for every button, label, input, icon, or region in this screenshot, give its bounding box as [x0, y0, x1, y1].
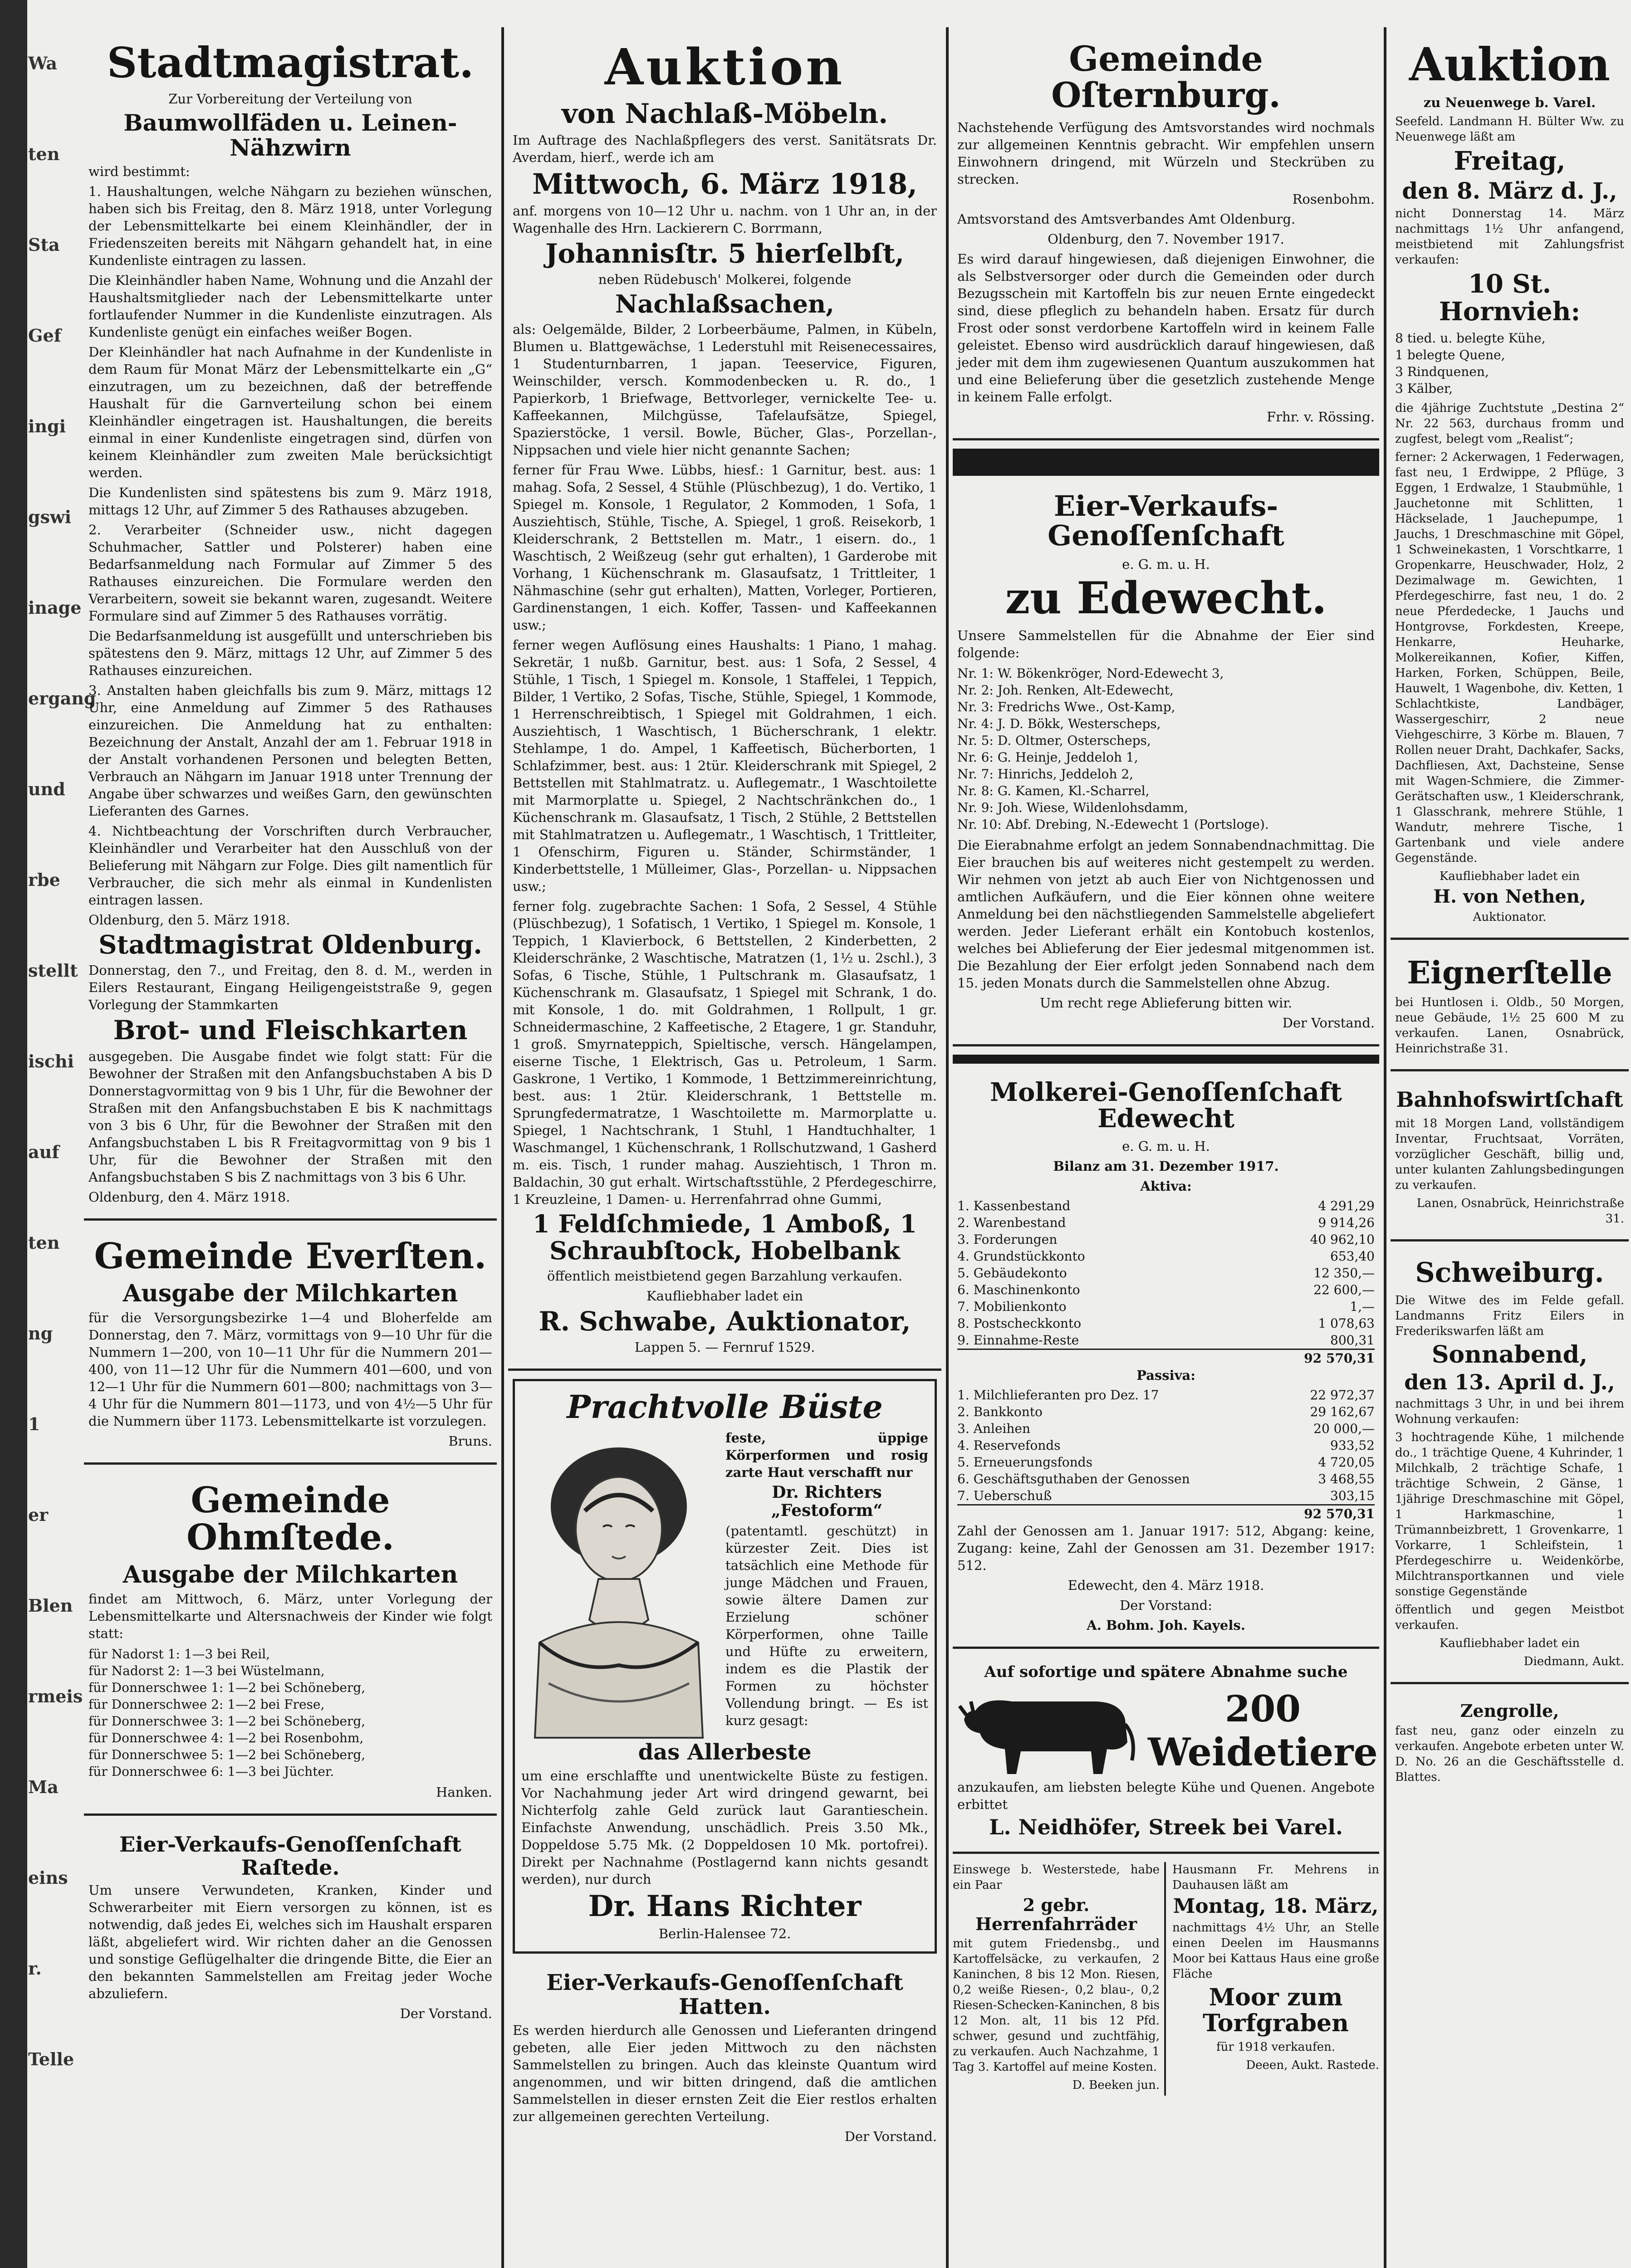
- row-label: 7. Ueberschuß: [957, 1488, 1052, 1504]
- rastede-notice: [84, 1824, 497, 2035]
- ferner-list: ferner: 2 Ackerwagen, 1 Federwagen, fast neu, 1 Erdwippe, 2 Pflüge, 3 Eggen, 1 Erdwalze, 1 Staubmühle, 1 Jauchetonne mit Schlitten, 1 Häckselade, 1 Jauchepumpe, 1 Jauchs, 1 Dreschmaschine mit Göpel, 1 Schweinekasten, 1 Vorschtkarre, 1 Gropenkarre, Heuschwader, Holz, 2 Dezimalwage m. Gewichten, 1 Pferdegeschirre, fast neu, 1 do. 2 neue Pferdedecke, 1 Jauchs und Hontgrovse, Forkdesten, Kreepe, Henkarre, Heuharke, Molkereikannen, Kofier, Kiffen, Harken, Forken, Schüppen, Beile, Hauwelt, 1 Wagenbohe, div. Ketten, 1 Schlachtkiste, Landbäger, Wassergeschirr, 2 neue Viehgeschirre, 3 Körbe m. Blauen, 7 Rollen neuer Draht, Dachkafer, Sacks, Dachfliesen, Axt, Dachsteine, Sense mit Wagen-Schmiere, die Zimmer- Gerätschaften usw., 1 Kleiderschrank, 1 Glasschrank, mehrere Stühle, 1 Wandutr, mehrere Tische, 1 Gartenbank und viele andere Gegenstände.: [1395, 450, 1624, 865]
- list-item: Nr. 10: Abf. Drebing, N.-Edewecht 1 (Portsloge).: [957, 816, 1269, 832]
- edge-fragment: rbe: [28, 870, 60, 890]
- total-row: [957, 1504, 1375, 1522]
- weidetiere-banner: [957, 1683, 1378, 1779]
- schweiburg-body: Die Witwe des im Felde gefall. Landmanns Fritz Eilers in Frederikswarfen läßt am: [1395, 1294, 1624, 1339]
- weidetiere-text: [1148, 1686, 1378, 1776]
- hatten-notice: [508, 1962, 941, 2158]
- table-row: [957, 1298, 1375, 1315]
- list-item: Nr. 9: Joh. Wiese, Wildenlohsdamm,: [957, 800, 1188, 815]
- aktiva-table: [957, 1198, 1375, 1367]
- torf-ad: [1172, 1862, 1379, 2096]
- schweiburg-sign: Diedmann, Aukt.: [1523, 1655, 1624, 1669]
- neuenwege-title: Auktion: [1409, 38, 1611, 91]
- notice-subtitle: Zur Vorbereitung der Verteilung von: [168, 91, 412, 107]
- schweiburg-date: Sonnabend,: [1431, 1341, 1588, 1369]
- bahnhof-body: mit 18 Morgen Land, vollständigem Inventar, Fruchtsaat, Vorräten, vorzüglicher Geschäft, billig und, unter kulanten Zahlungsbedingungen zu verkaufen.: [1395, 1117, 1624, 1193]
- molkerei-sub: e. G. m. u. H.: [1122, 1139, 1210, 1154]
- ohmstede-notice: [84, 1473, 497, 1816]
- notice-paragraph: 4. Nichtbeachtung der Vorschriften durch Verbraucher, Kleinhändler und Verarbeiter hat den Ausschluß von der Belieferung mit Nähgarn zur Folge. Dies gilt namentlich für Verbraucher, die sich mehr als einmal in Kundenlisten eintragen lassen.: [88, 823, 492, 908]
- auktion-subtitle: von Nachlaß-Möbeln.: [561, 98, 888, 130]
- row-value: 9 914,26: [1318, 1215, 1375, 1231]
- row-value: 3 468,55: [1318, 1471, 1375, 1487]
- row-label: 2. Bankkonto: [957, 1404, 1043, 1420]
- ad-text: (patentamtl. geschützt) in kürzester Zeit. Dies ist tatsächlich eine Methode für junge Mädchen und Frauen, sowie ältere Damen zur Erzielung schöner Körperformen, ohne Taille und Hüfte zu erweitern, indem es die Plastik der Formen zu höchster Vollendung bringt. — Es ist kurz gesagt:: [725, 1523, 928, 1729]
- schweiburg-close: öffentlich und gegen Meistbot verkaufen.: [1395, 1603, 1624, 1633]
- weidetiere-name: L. Neidhöfer, Streek bei Varel.: [989, 1815, 1343, 1840]
- row-value: 12 350,—: [1313, 1266, 1375, 1281]
- edge-fragment: er: [28, 1505, 49, 1525]
- ohmstede-list: [88, 1646, 492, 1780]
- list-item: für Donnerschwee 2: 1—2 bei Frese,: [88, 1697, 325, 1712]
- ad-content: [521, 1429, 928, 1738]
- molkerei-note: Zahl der Genossen am 1. Januar 1917: 512, Abgang: keine, Zugang: keine, Zahl der Genossen am 31. Dezember 1917: 512.: [957, 1523, 1375, 1574]
- edge-fragment: Ma: [28, 1777, 59, 1797]
- column-2: [508, 32, 941, 2268]
- auktion-headline: Nachlaßsachen,: [615, 289, 834, 319]
- schweiburg-date2: den 13. April d. J.,: [1404, 1369, 1615, 1394]
- eignerstelle-ad: [1391, 948, 1629, 1071]
- table-row: [957, 1471, 1375, 1487]
- ohmstede-sign: Hanken.: [436, 1784, 492, 1800]
- auktion-address: Johannisſtr. 5 hierſelbſt,: [545, 238, 904, 269]
- table-row: [957, 1248, 1375, 1265]
- list-item: für Donnerschwee 1: 1—2 bei Schöneberg,: [88, 1680, 366, 1696]
- everſten-notice: [84, 1229, 497, 1465]
- ad-sender: Dr. Hans Richter: [588, 1889, 862, 1923]
- row-label: 1. Kassenbestand: [957, 1198, 1071, 1214]
- bahnhof-sign: Lanen, Osnabrück, Heinrichstraße 31.: [1416, 1197, 1624, 1226]
- passiva-table: [957, 1387, 1375, 1522]
- notice-paragraph: 2. Verarbeiter (Schneider usw., nicht dagegen Schuhmacher, Sattler und Polsterer) haben eine Bedarfsanmeldung nach Formular auf Zimmer 5 des Rathauses einzureichen. Die Formulare werden den Verarbeitern, soweit sie bekannt waren, zugesandt. Weitere Formulare sind auf Zimmer 5 des Rathauses vorrätig.: [88, 522, 492, 624]
- table-row: [957, 1198, 1375, 1214]
- auktion-close: öffentlich meistbietend gegen Barzahlung verkaufen.: [547, 1268, 903, 1284]
- torf-intro: Hausmann Fr. Mehrens in Dauhausen läßt am: [1172, 1862, 1379, 1892]
- list-item: 3 Kälber,: [1395, 381, 1453, 396]
- woman-portrait-illustration: [521, 1429, 716, 1738]
- auktion-list: als: Oelgemälde, Bilder, 2 Lorbeerbäume, Palmen, in Kübeln, Blumen u. Blattgewächse, 1 Lederstuhl mit Reisenecessaires, 1 Studenturnbarren, 1 japan. Teeservice, Figuren, Weinschilder, versch. Kommodenbecken u. R. do., 1 Papierkorb, 1 Briefwage, Bettvorleger, vernickelte Tee- u. Kaffeekannen, Milchgüsse, Tafelaufsätze, Spiegel, Spazierstöcke, 1 versil. Bowle, Bücher, Glas-, Porzellan-, Nippsachen und viele hier nicht genannte Sachen;: [513, 321, 937, 458]
- edge-fragment: r.: [28, 1958, 42, 1979]
- table-row: [957, 1231, 1375, 1248]
- row-value: 22 972,37: [1310, 1388, 1375, 1403]
- aktiva-header: Aktiva:: [1140, 1178, 1192, 1194]
- schweiburg-hint: Kaufliebhaber ladet ein: [1439, 1637, 1580, 1651]
- table-row: [957, 1487, 1375, 1504]
- table-row: [957, 1454, 1375, 1471]
- osternburg-body: Es wird darauf hingewiesen, daß diejenigen Einwohner, die als Selbstversorger oder durch die Gemeinden oder durch Bezugsschein mit Kartoffeln bis zur neuen Ernte eingedeckt sind, diese pfleglich zu behandeln haben. Ersatz für durch Frost oder sonst verdorbene Kartoffeln wird in keinem Falle geleistet. Ebenso wird ausdrücklich darauf hingewiesen, daß jeder mit dem ihm zugewiesenen Quantum auszukommen hat und eine Belieferung über die gesetzlich zustehende Menge in keinem Falle erfolgt.: [957, 251, 1375, 405]
- row-value: 20 000,—: [1313, 1421, 1375, 1437]
- fahrrad-body: mit gutem Friedensbg., und Kartoffelsäcke, zu verkaufen, 2 Kaninchen, 8 bis 12 Mon. Riesen, 0,2 weiße Riesen-, 0,2 blau-, 0,2 Riesen-Schecken-Kaninchen, 8 bis 12 Mon. alt, 11 bis 12 Pfd. schwer, gesund und zuchtfähig, zu verkaufen. Auch Nachzahme, 1 Tag 3. Kartoffel auf meine Kosten.: [953, 1937, 1160, 2074]
- row-value: 1 078,63: [1318, 1316, 1375, 1331]
- edge-fragment: Wa: [28, 53, 57, 73]
- row-value: 800,31: [1330, 1333, 1375, 1348]
- edge-fragment: gswi: [28, 507, 72, 527]
- edewecht-sub: e. G. m. u. H.: [1122, 556, 1210, 572]
- column-rule: [501, 27, 504, 2268]
- everſten-title: Gemeinde Everſten.: [94, 1235, 487, 1277]
- row-value: 22 600,—: [1313, 1282, 1375, 1298]
- torf-sale: für 1918 verkaufen.: [1216, 2040, 1336, 2054]
- row-label: 6. Geschäftsguthaben der Genossen: [957, 1471, 1190, 1487]
- left-page-edge: [0, 0, 27, 2268]
- total-value: 92 570,31: [1304, 1506, 1375, 1522]
- edewecht-eier-notice: [953, 482, 1379, 1046]
- osternburg-notice: [953, 32, 1379, 440]
- list-item: 1 belegte Quene,: [1395, 347, 1505, 362]
- passiva-header: Passiva:: [1136, 1368, 1195, 1383]
- fahrrad-ad: [953, 1862, 1166, 2096]
- edge-fragment: ischi: [28, 1051, 74, 1071]
- row-label: 1. Milchlieferanten pro Dez. 17: [957, 1388, 1159, 1403]
- edewecht-body: Die Eierabnahme erfolgt an jedem Sonnabendnachmittag. Die Eier brauchen bis auf weiteres nicht gestempelt zu werden. Wir nehmen von jetzt ab auch Eier von Nichtgenossen und amtlichen Aufkäufern, und die Eier können ohne weitere Anmeldung bei den nächstliegenden Sammelstelle abgeliefert werden. Jeder Lieferant erhält ein Kontobuch kostenlos, welches bei Ablieferung der Eier jedesmal mitgenommen ist. Die Bezahlung der Eier erfolgt jeden Sonnabend nach dem 15. jeden Monats durch die Sammelstellen ohne Abzug.: [957, 837, 1375, 991]
- rastede-title: Eier-Verkaufs-Genoſſenſchaft Raſtede.: [119, 1832, 461, 1880]
- edge-fragment: ten: [28, 144, 60, 164]
- brot-intro: Donnerstag, den 7., und Freitag, den 8. d. M., werden in Eilers Restaurant, Eingang Heiligengeiststraße 9, gegen Vorlegung der Stammkarten: [88, 963, 492, 1013]
- edge-fragment: ng: [28, 1323, 53, 1344]
- edewecht-intro: Unsere Sammelstellen für die Abnahme der Eier sind folgende:: [957, 627, 1375, 660]
- auktionator-address: Lappen 5. — Fernruf 1529.: [634, 1339, 815, 1355]
- auktion-list: ferner für Frau Wwe. Lübbs, hiesf.: 1 Garnitur, best. aus: 1 mahag. Sofa, 2 Sessel, 4 Stühle (Plüschbezug), 1 do. Vertiko, 1 Spiegel m. Konsole, 1 Regulator, 2 Kommoden, 1 Sofa, 1 Ausziehtisch, Stühle, Tische, A. Spiegel, 1 groß. Reisekorb, 1 Kleiderschrank, 2 Bettstellen m. Matr., 1 eisern. do., 1 Waschtisch, 2 Weißzeug (sehr gut erhalten), 1 Garderobe mit Vorhang, 1 Küchenschrank m. Glasaufsatz, 1 Trittleiter, 1 Nähmaschine (sehr gut erhalten), Matten, Vorleger, Portieren, Gardinenstangen, 1 eich. Koffer, Tassen- und Kaffeekannen usw.;: [513, 462, 937, 633]
- auktion-address-note: neben Rüdebusch' Molkerei, folgende: [598, 272, 852, 288]
- everſten-body: für die Versorgungsbezirke 1—4 und Bloherfelde am Donnerstag, den 7. März, vormittags von 9—10 Uhr für die Nummern 1—200, von 10—11 Uhr für die Nummern 201—400, von 11—12 Uhr für die Nummern 401—600, und von 12—1 Uhr für die Nummern 601—800; nachmittags von 3—4 Uhr für die Nummern 801—1173, und von 4½—5 Uhr für die Nummern über 1173. Lebensmittelkarte ist vorzulegen.: [88, 1310, 492, 1429]
- eignerstelle-body: bei Huntlosen i. Oldb., 50 Morgen, neue Gebäude, 1½ 25 600 M zu verkaufen. Lanen, Osnabrück, Heinrichstraße 31.: [1395, 996, 1624, 1056]
- notice-paragraph: Die Kundenlisten sind spätestens bis zum 9. März 1918, mittags 12 Uhr, auf Zimmer 5 des Rathauses abzugeben.: [88, 484, 492, 518]
- edge-fragment: auf: [28, 1142, 59, 1162]
- ad-city: Berlin-Halensee 72.: [658, 1926, 791, 1942]
- list-item: Nr. 1: W. Bökenkröger, Nord-Edewecht 3,: [957, 665, 1224, 681]
- neuenwege-intro: Seefeld. Landmann H. Bülter Ww. zu Neuenwege läßt am: [1395, 115, 1624, 144]
- ad-claim: das Allerbeste: [638, 1739, 812, 1765]
- torf-date: Montag, 18. März,: [1173, 1894, 1379, 1918]
- row-label: 3. Forderungen: [957, 1232, 1058, 1247]
- weidetiere-ad: [953, 1657, 1379, 1854]
- auktion-intro: Im Auftrage des Nachlaßpflegers des verst. Sanitätsrats Dr. Averdam, hierf., werde ich am: [513, 132, 937, 165]
- vieh-text: die 4jährige Zuchtstute „Destina 2“ Nr. 22 563, durchaus fromm und zugfest, belegt vom „Realist“;: [1395, 401, 1624, 446]
- small-ads-row: [953, 1862, 1379, 2096]
- row-value: 653,40: [1330, 1249, 1375, 1264]
- weidetiere-big: Weidetiere: [1148, 1729, 1378, 1774]
- total-value: 92 570,31: [1304, 1351, 1375, 1366]
- list-item: Nr. 7: Hinrichs, Jeddeloh 2,: [957, 766, 1134, 782]
- notice-intro: wird bestimmt:: [88, 163, 190, 179]
- neuenwege-big: 10 St. Hornvieh:: [1439, 269, 1581, 327]
- bahnhofswirtschaft-ad: [1391, 1080, 1629, 1242]
- auktion-list: ferner folg. zugebrachte Sachen: 1 Sofa, 2 Sessel, 4 Stühle (Plüschbezug), 1 Sofatisch, 1 Vertiko, 1 Spiegel m. Konsole, 1 Teppich, 1 Klavierbock, 6 Bettstellen, 2 Kinderbetten, 2 Kleiderschränke, 2 Waschtische, Matratzen (1, 1½ u. 2schl.), 3 Sofas, 6 Tische, Stühle, 1 Pultschrank m. Glasaufsatz, 1 Küchenschrank m. Glasaufsatz, 1 Spiegel mit Schrank, 1 do. mit Konsole, 1 do. mit Goldrahmen, 1 Rollpult, 1 gr. Schneidermaschine, 2 Kaffeetische, 2 Etagere, 1 gr. Standuhr, 1 groß. Smyrnateppich, Spieltische, versch. Hängelampen, eiserne Tische, 1 Elektrisch, Gas u. Petroleum, 1 Sarm. Gaskrone, 1 Vertiko, 1 Kommode, 1 Bettzimmereinrichtung, best. aus: 1 2tür. Kleiderschrank, 1 Bettstelle m. Sprungfedermatratze, 1 Waschtoilette m. Marmorplatte u. Spiegel, 1 Nachtschrank, 1 Stuhl, 1 Handtuchhalter, 1 Waschmangel, 1 Küchenschrank, 1 Rollschutzwand, 1 Gasherd m. eis. Tisch, 1 runder mahag. Ausziehtisch, 1 Thron m. Baldachin, 30 gut erhalt. Wirtschaftsstühle, 2 Pferdegeschirre, 1 Kreuzleine, 1 Damen- u. Herrenfahrrad ohne Gummi,: [513, 898, 937, 1207]
- ad-brand: Dr. Richters „Festoform“: [771, 1482, 883, 1520]
- table-row: [957, 1332, 1375, 1349]
- hatten-title: Eier-Verkaufs-Genoſſenſchaft Hatten.: [546, 1970, 903, 2019]
- fahrrad-headline: 2 gebr. Herrenfahrräder: [975, 1894, 1137, 1934]
- molkerei-bilanz: [953, 1070, 1379, 1649]
- column-4: [1391, 32, 1629, 2268]
- edge-fragment: inage: [28, 597, 82, 618]
- total-row: [957, 1349, 1375, 1367]
- amtsvorstand: Amtsvorstand des Amtsverbandes Amt Oldenburg.: [957, 211, 1296, 227]
- weidetiere-number: 200: [1224, 1687, 1301, 1730]
- ad-copy: [725, 1429, 928, 1738]
- list-item: 8 tied. u. belegte Kühe,: [1395, 330, 1546, 346]
- weidetiere-head: Auf sofortige und spätere Abnahme suche: [984, 1663, 1348, 1681]
- notice-paragraph: Der Kleinhändler hat nach Aufnahme in der Kundenliste in dem Raum für Monat März der Lebensmittelkarte ein „G“ einzutragen, um zu bezeichnen, daß der betreffende Haushalt für die Garnverteilung schon bei einem Kleinhändler eingetragen ist. Haushaltungen, die bereits einmal in einer Kundenliste eingetragen sind, dürfen von keinem Kleinhändler zum zweiten Male berücksichtigt werden.: [88, 344, 492, 480]
- notice-title: Stadtmagistrat.: [107, 38, 474, 87]
- edge-fragment: ten: [28, 1232, 60, 1253]
- row-value: 29 162,67: [1310, 1404, 1375, 1420]
- torf-big: Moor zum Torfgraben: [1203, 1984, 1349, 2038]
- list-item: Nr. 5: D. Oltmer, Osterscheps,: [957, 733, 1151, 748]
- fahrrad-sign: D. Beeken jun.: [1072, 2078, 1160, 2092]
- column-rule: [1384, 27, 1386, 2268]
- ad-text: um eine erschlaffte und unentwickelte Büste zu festigen. Vor Nachahmung jeder Art wird dringend gewarnt, bei Nichterfolg zahle Geld zurück laut Garantieschein. Einfachste Anwendung, unschädlich. Preis 3.50 Mk., Doppeldose 5.75 Mk. (2 Doppeldosen 10 Mk. portofrei). Direkt per Nachnahme (Postlagernd kann nichts gesandt werden), nur durch: [521, 1768, 928, 1887]
- row-value: 303,15: [1330, 1488, 1375, 1504]
- neuenwege-date2: den 8. März d. J.,: [1402, 177, 1617, 204]
- edge-fragment: ergang: [28, 688, 96, 709]
- schweiburg-list: 3 hochtragende Kühe, 1 milchende do., 1 trächtige Quene, 4 Kuhrinder, 1 Milchkalb, 2 trächtige Schafe, 1 trächtige Schwein, 2 Gänse, 1 1jährige Dreschmaschine mit Göpel, 1 Harkmaschine, 1 Trümannbeizbrett, 1 Grovenkarre, 1 Vorkarre, 1 Schleifstein, 1 Pferdegeschirre u. Weidenkörbe, Milchtransportkannen und viele sonstige Gegenstände: [1395, 1431, 1624, 1599]
- everſten-sign: Bruns.: [448, 1433, 492, 1449]
- neuenwege-sub: zu Neuenwege b. Varel.: [1423, 95, 1596, 110]
- column-1: [84, 32, 497, 2268]
- list-item: 3 Rindquenen,: [1395, 364, 1489, 379]
- ohmstede-title: Gemeinde Ohmſtede.: [186, 1480, 394, 1558]
- row-label: 2. Warenbestand: [957, 1215, 1066, 1231]
- list-item: Nr. 2: Joh. Renken, Alt-Edewecht,: [957, 682, 1174, 698]
- zengrolle-body: fast neu, ganz oder einzeln zu verkaufen. Angebote erbeten unter W. D. No. 26 an die Geschäftsstelle d. Blattes.: [1395, 1724, 1624, 1784]
- schweiburg-title: Schweiburg.: [1415, 1257, 1604, 1289]
- table-row: [957, 1315, 1375, 1332]
- auktion-date: Mittwoch, 6. März 1918,: [532, 167, 917, 200]
- table-row: [957, 1403, 1375, 1420]
- ohmstede-body: findet am Mittwoch, 6. März, unter Vorlegung der Lebensmittelkarte und Altersnachweis der Kinder wie folgt statt:: [88, 1591, 492, 1642]
- rastede-sign: Der Vorstand.: [400, 2006, 492, 2022]
- black-divider-bar: [953, 1055, 1379, 1064]
- auktion-hint: Kaufliebhaber ladet ein: [646, 1288, 803, 1304]
- edewecht-bitte: Um recht rege Ablieferung bitten wir.: [1039, 995, 1293, 1011]
- edewecht-sign: Der Vorstand.: [1282, 1015, 1375, 1031]
- rastede-body: Um unsere Verwundeten, Kranken, Kinder und Schwerarbeiter mit Eiern versorgen zu können, ist es notwendig, daß jedes Ei, welches sich im Haushalt ersparen läßt, abgeliefert wird. Wir richten daher an die Genossen und sonstige Geflügelhalter die dringende Bitte, die Eier an den bekannten Sammelstellen am Freitag jeder Woche abzuliefern.: [88, 1882, 492, 2002]
- row-label: 7. Mobilienkonto: [957, 1299, 1067, 1315]
- edge-fragment: 1: [28, 1414, 40, 1434]
- row-label: 5. Erneuerungsfonds: [957, 1455, 1092, 1470]
- edge-fragment: Gef: [28, 325, 61, 346]
- list-item: für Donnerschwee 6: 1—3 bei Jüchter.: [88, 1764, 334, 1779]
- edewecht-title: Eier-Verkaufs-Genoſſenſchaft: [1048, 489, 1284, 552]
- molkerei-names: A. Bohm. Joh. Kayels.: [1087, 1618, 1245, 1633]
- auktion-list: ferner wegen Auflösung eines Haushalts: 1 Piano, 1 mahag. Sekretär, 1 nußb. Garnitur, best. aus: 1 Sofa, 2 Sessel, 4 Stühle, 1 Tisch, 1 Spiegel m. Konsole, 1 Staffelei, 1 Teppich, Bilder, 1 Vertiko, 2 Sofas, Tische, Stühle, Spiegel, 1 Kommode, 1 Herrenschreibtisch, 1 Spiegel mit Goldrahmen, 1 eich. Ausziehtisch, 1 Waschtisch, 1 Bücherschrank, 1 elektr. Stehlampe, 1 do. Ampel, 1 Kaffeetisch, Bücherborten, 1 Schlafzimmer, best. aus: 1 2tür. Kleiderschrank mit Spiegel, 2 Bettstellen mit Stahlmatratz. u. Auflegematr., 1 Waschtoilette mit Marmorplatte u. Spiegel, 2 Nachtschränkchen do., 1 Küchenschrank m. Glasaufsatz, 1 Tisch, 2 Stühle, 2 Bettstellen mit Stahlmatratzen u. Auflegematr., 1 Waschtisch, 1 Trittleiter, 1 Ofenschirm, Figuren u. Ständer, Schirmständer, 1 Kinderbettstelle, 1 Mülleimer, Glas-, Porzellan- u. Nippsachen usw.;: [513, 637, 937, 894]
- cow-icon: [957, 1683, 1139, 1779]
- notice-date: Oldenburg, den 5. März 1918.: [88, 912, 290, 928]
- edge-fragment: rmeis: [28, 1686, 83, 1706]
- notice-paragraph: 1. Haushaltungen, welche Nähgarn zu beziehen wünschen, haben sich bis Freitag, den 8. März 1918, unter Vorlegung der Lebensmittelkarte bei einem Kleinhändler, der in Friedenszeiten bereits mit Nähgarn gehandelt hat, in eine Kundenliste eintragen zu lassen.: [88, 183, 492, 268]
- list-item: für Nadorst 1: 1—3 bei Reil,: [88, 1647, 270, 1662]
- black-divider-bar: [953, 449, 1379, 476]
- eignerstelle-title: Eignerſtelle: [1407, 954, 1612, 991]
- weidetiere-body: anzukaufen, am liebsten belegte Kühe und Quenen. Angebote erbittet: [957, 1779, 1375, 1813]
- hatten-body: Es werden hierdurch alle Genossen und Lieferanten dringend gebeten, alle Eier jeden Mittwoch zu den nächsten Sammelstellen zu bringen. Auch das kleinste Quantum wird angenommen, und wir bitten dringend, daß die amtlichen Sammelstellen in dieser ernsten Zeit die Eier restlos erhalten zur allgemeinen gerechten Verteilung.: [513, 2022, 937, 2124]
- fahrrad-intro: Einswege b. Westerstede, habe ein Paar: [953, 1862, 1160, 1892]
- osternburg-intro: Nachstehende Verfügung des Amtsvorstandes wird nochmals zur allgemeinen Kenntnis gebracht. Wir empfehlen unsern Einwohnern dringend, mit Würzeln und Steckrüben zu strecken.: [957, 119, 1375, 187]
- list-item: für Nadorst 2: 1—3 bei Wüstelmann,: [88, 1663, 325, 1679]
- row-value: 933,52: [1330, 1438, 1375, 1453]
- auktion-time: anf. morgens von 10—12 Uhr u. nachm. von 1 Uhr an, in der Wagenhalle des Hrn. Lackierern C. Borrmann,: [513, 203, 937, 236]
- left-edge-text: [28, 18, 96, 2268]
- molkerei-title: Molkerei-Genoſſenſchaft Edewecht: [990, 1077, 1342, 1134]
- notice-paragraph: Die Bedarfsanmeldung ist ausgefüllt und unterschrieben bis spätestens den 9. März, mittags 12 Uhr, auf Zimmer 5 des Rathauses einzureichen.: [88, 628, 492, 678]
- auktion-nachlass: [508, 32, 941, 1371]
- list-item: Nr. 6: G. Heinje, Jeddeloh 1,: [957, 749, 1138, 765]
- brot-body: ausgegeben. Die Ausgabe findet wie folgt statt: Für die Bewohner der Straßen mit den Anfangsbuchstaben A bis D Donnerstagvormittag von 9 bis 1 Uhr, für die Bewohner der Straßen mit den Anfangsbuchstaben E bis K nachmittags von 3 bis 6 Uhr, für die Bewohner der Straßen mit den Anfangsbuchstaben L bis R Freitagvormittag von 9 bis 1 Uhr, für die Bewohner der Straßen mit den Anfangsbuchstaben S bis Z nachmittags von 3 bis 6 Uhr.: [88, 1048, 492, 1185]
- bilanz-title: Bilanz am 31. Dezember 1917.: [1053, 1158, 1279, 1174]
- row-label: 3. Anleihen: [957, 1421, 1030, 1437]
- table-row: [957, 1214, 1375, 1231]
- row-value: 40 962,10: [1310, 1232, 1375, 1247]
- hatten-sign: Der Vorstand.: [844, 2128, 937, 2144]
- table-row: [957, 1281, 1375, 1298]
- table-row: [957, 1387, 1375, 1403]
- zengrolle-title: Zengrolle,: [1460, 1701, 1559, 1721]
- table-row: [957, 1437, 1375, 1454]
- everſten-subtitle: Ausgabe der Milchkarten: [122, 1279, 458, 1307]
- torf-sign: Deeen, Aukt. Rastede.: [1246, 2058, 1379, 2072]
- row-value: 4 720,05: [1318, 1455, 1375, 1470]
- stadtmagistrat-notice: [84, 32, 497, 1221]
- osternburg-title: Gemeinde Oſternburg.: [1051, 39, 1281, 115]
- bahnhof-title: Bahnhofswirtſchaft: [1396, 1087, 1623, 1112]
- vieh-list: [1395, 330, 1624, 397]
- edewecht-big: zu Edewecht.: [1005, 572, 1327, 624]
- table-row: [957, 1265, 1375, 1281]
- edge-fragment: Telle: [28, 2049, 74, 2069]
- row-label: 8. Postscheckkonto: [957, 1316, 1082, 1331]
- zengrolle-ad: [1391, 1692, 1629, 1798]
- torf-body: nachmittags 4½ Uhr, an Stelle einen Deelen im Hausmanns Moor bei Kattaus Haus eine große Fläche: [1172, 1921, 1379, 1981]
- auktion-big-items: 1 Feldſchmiede, 1 Amboß, 1 Schraubſtock, Hobelbank: [533, 1209, 917, 1266]
- auktion-neuenwege: [1391, 32, 1629, 940]
- row-label: 9. Einnahme-Reste: [957, 1333, 1079, 1348]
- neuenwege-date: Freitag,: [1454, 146, 1566, 176]
- edewecht-list: [957, 665, 1375, 833]
- brot-headline: Brot- und Fleischkarten: [113, 1015, 468, 1046]
- column-3: [953, 32, 1379, 2268]
- row-value: 1,—: [1350, 1299, 1375, 1315]
- edge-fragment: eins: [28, 1867, 68, 1888]
- ad-text: feste, üppige Körperformen und rosig zarte Haut verschafft nur: [725, 1430, 928, 1480]
- neuenwege-time: nicht Donnerstag 14. März nachmittags 1½ Uhr anfangend, meistbietend mit Zahlungsfrist verkaufen:: [1395, 206, 1624, 267]
- notice-headline: Baumwollfäden u. Leinen-Nähzwirn: [123, 109, 457, 161]
- molkerei-vorstand: Der Vorstand:: [1120, 1598, 1212, 1613]
- molkerei-date: Edewecht, den 4. März 1918.: [1068, 1578, 1264, 1593]
- row-label: 6. Maschinenkonto: [957, 1282, 1080, 1298]
- osternburg-intro-sign: Rosenbohm.: [1292, 191, 1375, 207]
- row-label: 4. Reservefonds: [957, 1438, 1061, 1453]
- notice-paragraph: Die Kleinhändler haben Name, Wohnung und die Anzahl der Haushaltsmitglieder nach der Lebensmittelkarte unter fortlaufender Nummer in die Kundenliste einzutragen. Als Kundenliste genügt ein einfaches weißer Bogen.: [88, 272, 492, 340]
- edge-fragment: ingi: [28, 416, 66, 436]
- auktion-title: Auktion: [604, 38, 845, 96]
- osternburg-sign: Frhr. v. Rössing.: [1267, 409, 1375, 425]
- amtsvorstand-date: Oldenburg, den 7. November 1917.: [1048, 231, 1284, 247]
- edge-fragment: Sta: [28, 235, 60, 255]
- table-row: [957, 1420, 1375, 1437]
- notice-signature: Stadtmagistrat Oldenburg.: [98, 929, 482, 960]
- brot-date: Oldenburg, den 4. März 1918.: [88, 1189, 290, 1205]
- column-rule: [946, 27, 949, 2268]
- edge-fragment: stellt: [28, 960, 78, 981]
- list-item: Nr. 8: G. Kamen, Kl.-Scharrel,: [957, 783, 1150, 798]
- neuenwege-role: Auktionator.: [1473, 910, 1547, 924]
- festoform-ad: [513, 1379, 937, 1954]
- neuenwege-name: H. von Nethen,: [1433, 885, 1586, 907]
- list-item: für Donnerschwee 5: 1—2 bei Schöneberg,: [88, 1747, 366, 1763]
- auktionator-name: R. Schwabe, Auktionator,: [539, 1305, 911, 1337]
- ohmstede-subtitle: Ausgabe der Milchkarten: [122, 1560, 458, 1589]
- row-label: 5. Gebäudekonto: [957, 1266, 1067, 1281]
- list-item: für Donnerschwee 4: 1—2 bei Rosenbohm,: [88, 1730, 364, 1746]
- edge-fragment: und: [28, 779, 65, 799]
- row-label: 4. Grundstückkonto: [957, 1249, 1085, 1264]
- ad-title: Prachtvolle Büste: [567, 1388, 883, 1426]
- schweiburg-time: nachmittags 3 Uhr, in und bei ihrem Wohnung verkaufen:: [1395, 1397, 1624, 1427]
- list-item: für Donnerschwee 3: 1—2 bei Schöneberg,: [88, 1714, 366, 1729]
- list-item: Nr. 4: J. D. Bökk, Westerscheps,: [957, 716, 1161, 731]
- notice-paragraph: 3. Anstalten haben gleichfalls bis zum 9. März, mittags 12 Uhr, eine Anmeldung auf Zimmer 5 des Rathauses einzureichen. Die Anmeldung hat zu enthalten: Bezeichnung der Anstalt, Anzahl der am 1. Februar 1918 in der Anstalt vorhandenen Personen und belegten Betten, Verbrauch an Nähgarn im Januar 1918 unter Trennung der Angabe über schwarzes und weißes Garn, den gewünschten Lieferanten des Garnes.: [88, 682, 492, 819]
- edge-fragment: Blen: [28, 1595, 73, 1616]
- list-item: Nr. 3: Fredrichs Wwe., Ost-Kamp,: [957, 699, 1175, 714]
- row-value: 4 291,29: [1318, 1198, 1375, 1214]
- neuenwege-hint: Kaufliebhaber ladet ein: [1439, 869, 1580, 883]
- schweiburg-ad: [1391, 1250, 1629, 1684]
